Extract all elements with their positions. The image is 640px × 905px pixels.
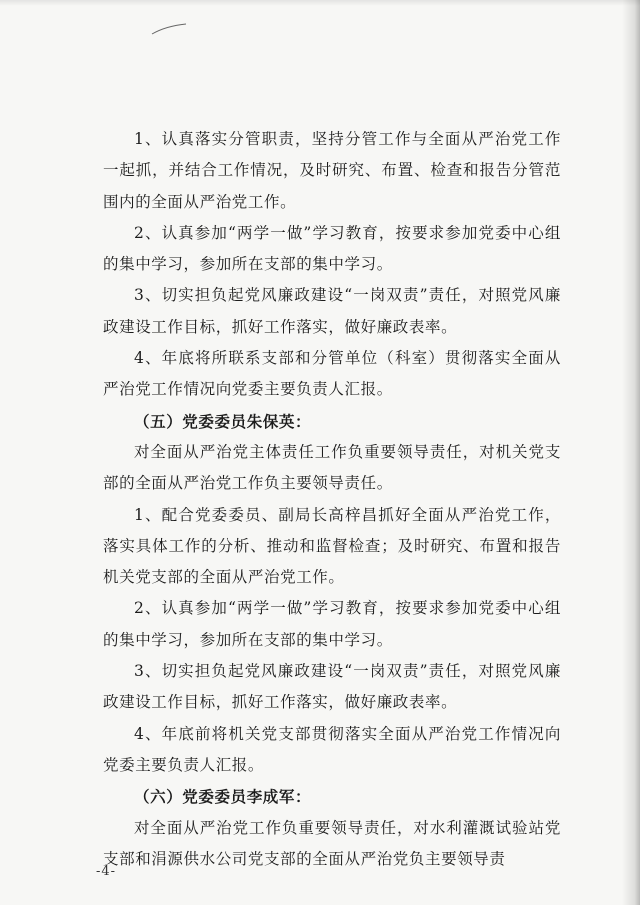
responsibility-paragraph: 对全面从严治党工作负重要领导责任，对水利灌溉试验站党支部和涓源供水公司党支部的全面从严治党负主要领导责 [103, 818, 561, 868]
paragraph-item-4: 4、年底前将机关党支部贯彻落实全面从严治党工作情况向党委主要负责人汇报。 [103, 724, 561, 774]
section-heading-six: （六）党委委员李成军： [134, 787, 312, 807]
paragraph-item-2: 2、认真参加“两学一做”学习教育，按要求参加党委中心组的集中学习，参加所在支部的集中学习。 [103, 223, 561, 274]
paragraph-item-2: 2、认真参加“两学一做”学习教育，按要求参加党委中心组的集中学习，参加所在支部的集中学习。 [103, 599, 561, 649]
scan-edge-right [622, 0, 640, 905]
paragraph-item-3: 3、切实担负起党风廉政建设“一岗双责”责任，对照党风廉政建设工作目标，抓好工作落实，做好廉政表率。 [103, 662, 561, 712]
document-body [103, 124, 561, 875]
paragraph-item-1: 1、配合党委委员、副局长高梓昌抓好全面从严治党工作，落实具体工作的分析、推动和监督检查；及时研究、布置和报告机关党支部的全面从严治党工作。 [103, 505, 561, 587]
paragraph-item-1: 1、认真落实分管职责，坚持分管工作与全面从严治党工作一起抓，并结合工作情况，及时研究、布置、检查和报告分管范围内的全面从严治党工作。 [103, 130, 561, 211]
paragraph-item-4: 4、年底将所联系支部和分管单位（科室）贯彻落实全面从严治党工作情况向党委主要负责人汇报。 [103, 349, 561, 399]
page-number: -4- [96, 864, 117, 879]
paragraph-item-3: 3、切实担负起党风廉政建设“一岗双责”责任，对照党风廉政建设工作目标，抓好工作落实，做好廉政表率。 [103, 286, 561, 336]
section-heading-five: （五）党委委员朱保英： [134, 411, 312, 431]
responsibility-paragraph: 对全面从严治党主体责任工作负重要领导责任，对机关党支部的全面从严治党工作负主要领导责任。 [103, 442, 561, 493]
scan-edge-top [0, 0, 640, 6]
pen-stroke-mark [150, 22, 190, 36]
